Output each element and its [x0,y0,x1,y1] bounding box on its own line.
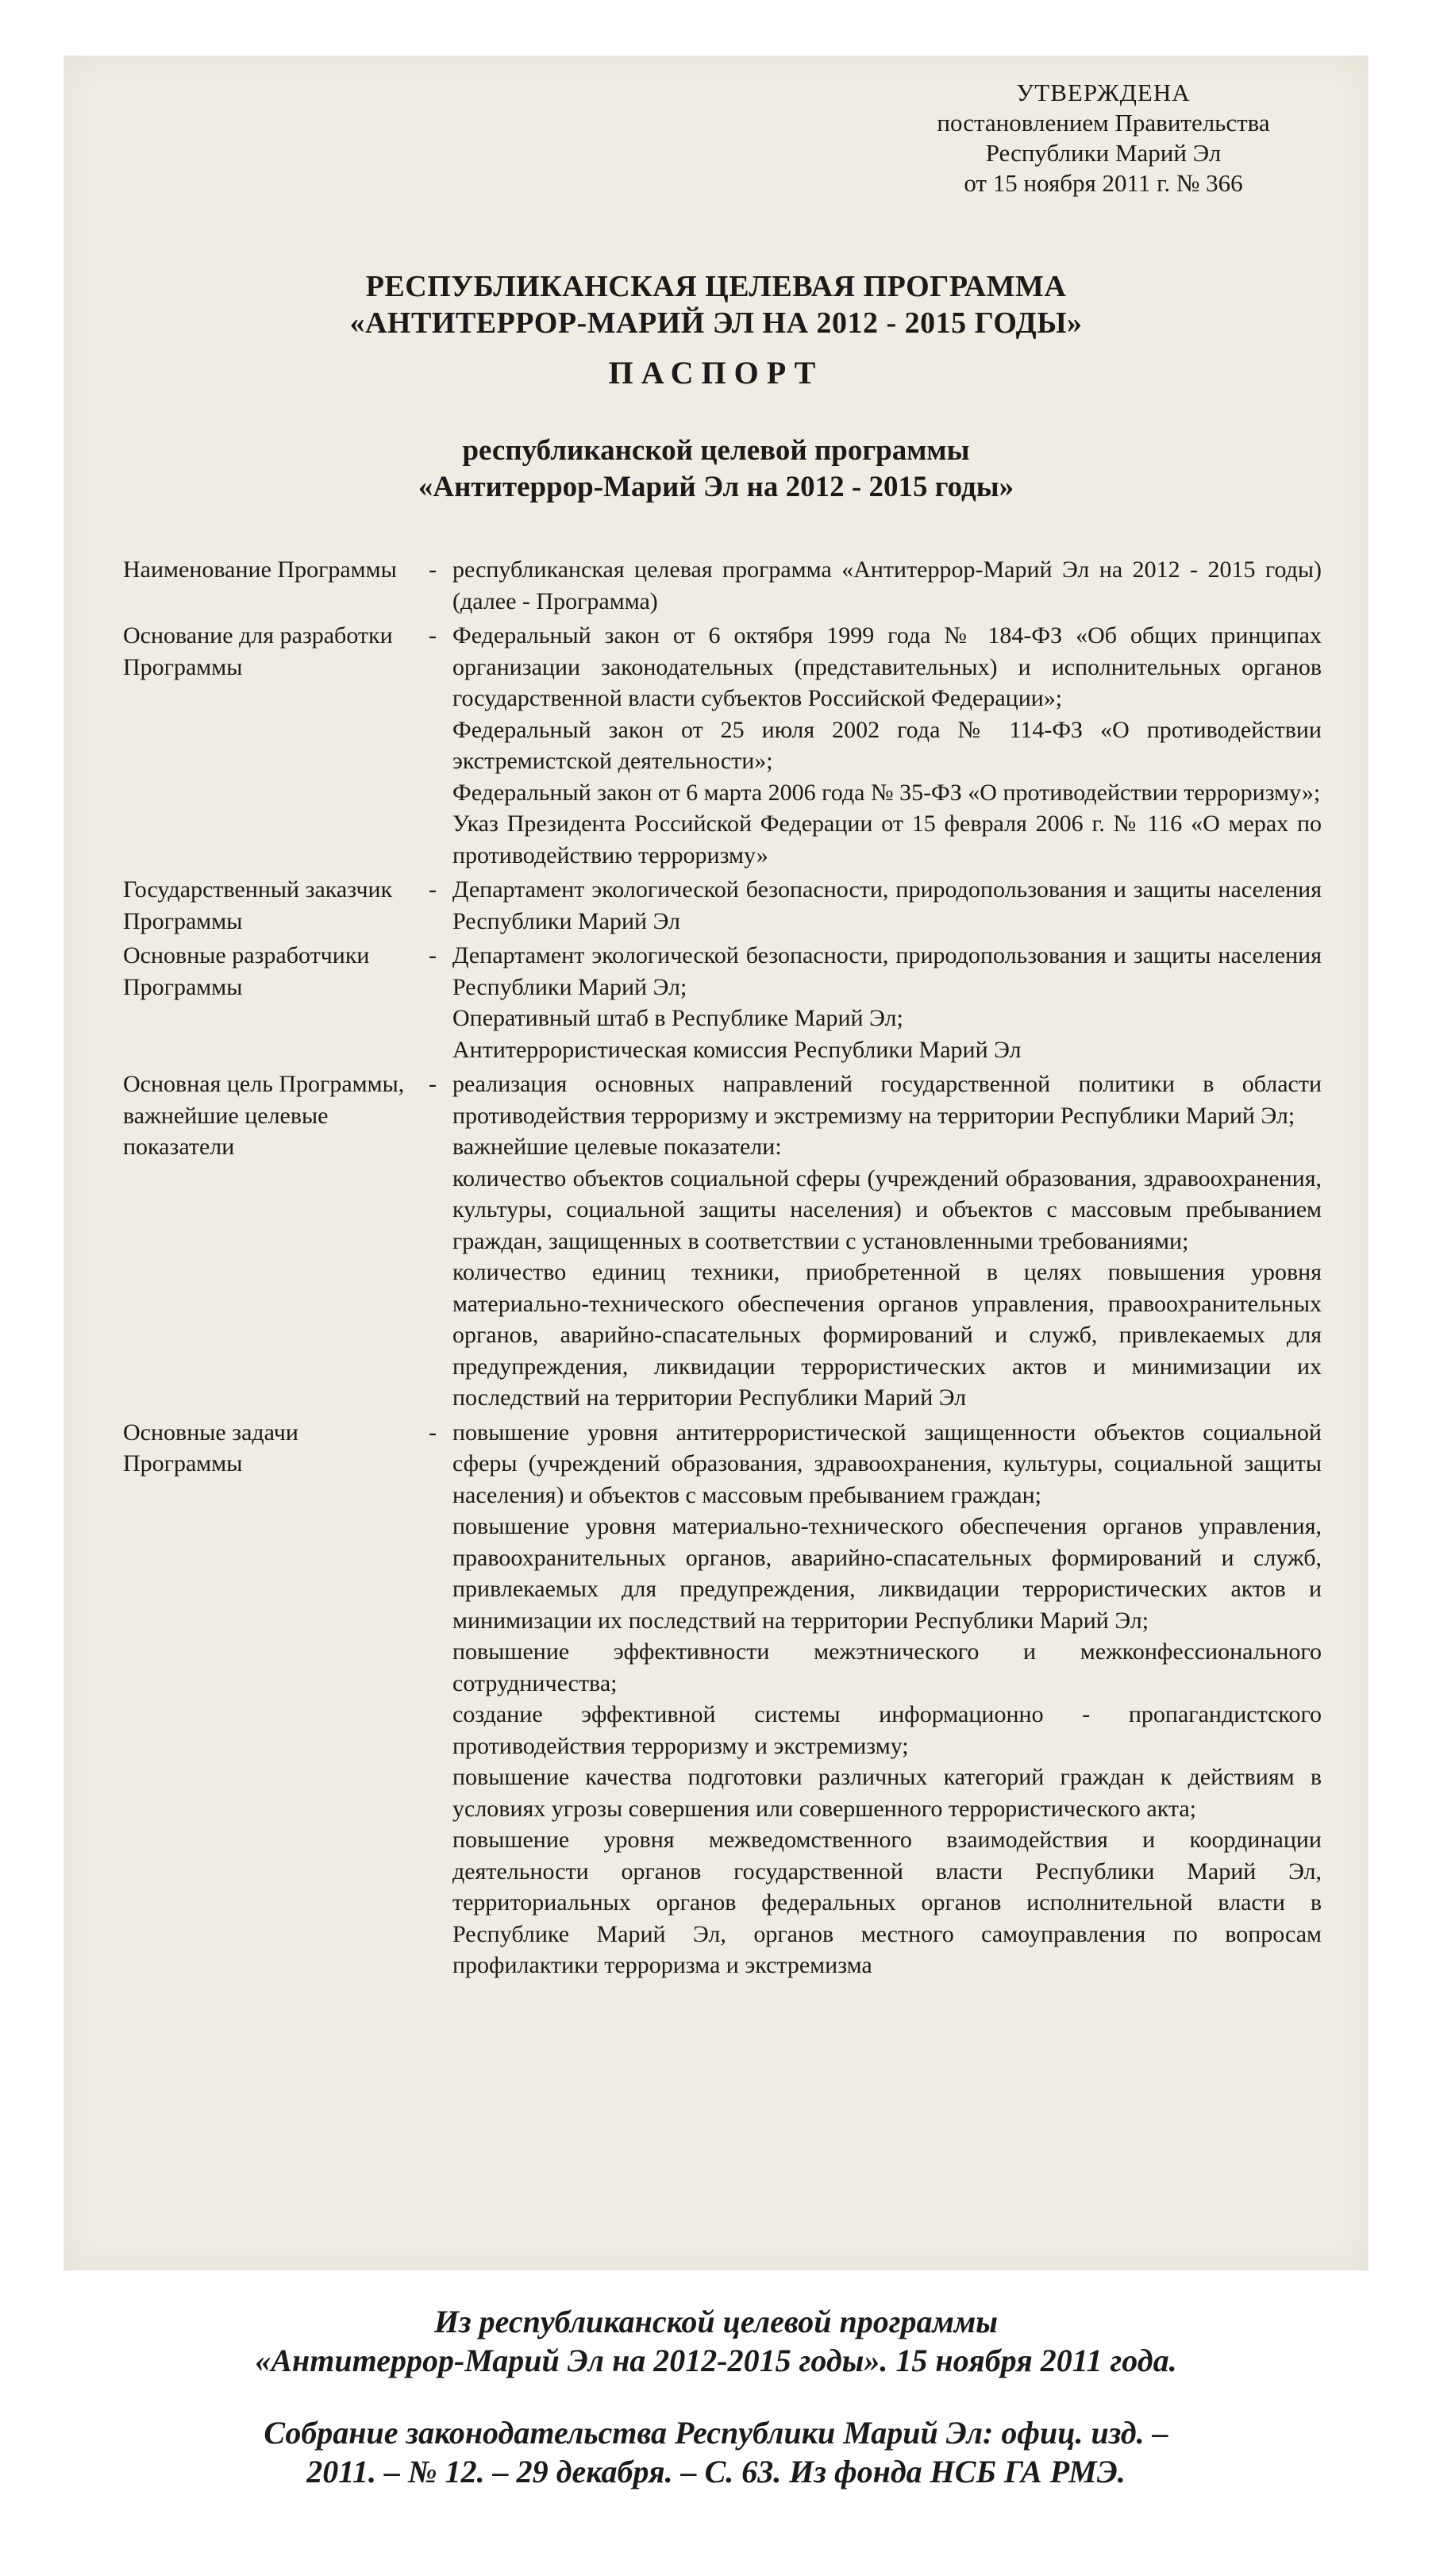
row-paragraph: Федеральный закон от 6 октября 1999 года № 184-ФЗ «Об общих принципах организации законодательных (представительных) и исполнительных органов государственной власти субъектов Российской Федерации»; [452,622,1322,711]
program-title-line: «АНТИТЕРРОР-МАРИЙ ЭЛ НА 2012 - 2015 ГОДЫ» [349,306,1083,340]
row-paragraph: Федеральный закон от 6 марта 2006 года № 35-ФЗ «О противодействии терроризму»; [452,779,1321,806]
row-paragraph: важнейшие целевые показатели: [452,1134,782,1160]
row-paragraph: повышение уровня межведомственного взаимодействия и координации деятельности органов государственной власти Республики Марий Эл, территориальных органов федеральных органов исполнительной власти в Республике Марий Эл, органов местного самоуправления по вопросам профилактики терроризма и экстремизма [452,1827,1322,1978]
approval-line: постановлением Правительства [937,109,1270,137]
row-paragraph: создание эффективной системы информационно - пропагандистского противодействия терроризму и экстремизму; [452,1701,1322,1759]
approval-heading: УТВЕРЖДЕНА [1016,79,1191,106]
row-dash: - [429,622,437,649]
row-paragraph: Оперативный штаб в Республике Марий Эл; [452,1005,903,1031]
row-label: Основная цель Программы, важнейшие целевые показатели [123,1071,405,1160]
passport-row-basis [123,620,1361,871]
passport-table [123,554,1361,1985]
row-value [452,1417,1322,1981]
row-value [452,874,1322,937]
row-paragraph: повышение уровня антитеррористической защищенности объектов социальной сферы (учреждений образования, здравоохранения, культуры, социальной защиты населения) и объектов с массовым пребыванием граждан; [452,1419,1322,1508]
row-label: Государственный заказчик Программы [123,876,393,934]
row-paragraph: Антитеррористическая комиссия Республики Марий Эл [452,1036,1022,1063]
row-value [452,940,1322,1065]
approval-line: Республики Марий Эл [985,139,1222,167]
row-label: Основание для разработки Программы [123,622,393,680]
row-paragraph: количество единиц техники, приобретенной в целях повышения уровня материально-технического обеспечения органов управления, правоохранительных органов, аварийно-спасательных формирований и служб, привлекаемых для предупреждения, ликвидации террористических актов и минимизации их последствий на территории Республики Марий Эл [452,1259,1322,1411]
row-dash: - [429,1071,437,1097]
row-paragraph: повышение уровня материально-технического обеспечения органов управления, правоохранительных органов, аварийно-спасательных формирований и служб, привлекаемых для предупреждения, ликвидации террористических актов и минимизации их последствий на территории Республики Марий Эл; [452,1513,1322,1634]
source-caption [0,2302,1432,2380]
row-dash: - [429,942,437,968]
row-label: Основные задачи Программы [123,1419,298,1477]
caption-line: Собрание законодательства Республики Марий Эл: офиц. изд. – [264,2415,1168,2451]
row-value [452,620,1322,871]
row-value [452,1069,1322,1414]
program-title-line: РЕСПУБЛИКАНСКАЯ ЦЕЛЕВАЯ ПРОГРАММА [365,270,1067,303]
row-label: Основные разработчики Программы [123,942,370,1000]
row-dash: - [429,876,437,903]
row-paragraph: количество объектов социальной сферы (учреждений образования, здравоохранения, культуры, социальной защиты населения) и объектов с массовым пребыванием граждан, защищенных в соответствии с установленными требованиями; [452,1165,1322,1254]
program-title [64,268,1368,341]
bibliographic-caption [0,2413,1432,2491]
row-paragraph: реализация основных направлений государственной политики в области противодействия терроризму и экстремизму на территории Республики Марий Эл; [452,1071,1322,1129]
passport-row-tasks [123,1417,1361,1981]
caption-line: Из республиканской целевой программы [433,2304,999,2339]
passport-subtitle-line: «Антитеррор-Марий Эл на 2012 - 2015 годы» [418,471,1014,503]
passport-row-goal [123,1069,1361,1414]
row-paragraph: повышение эффективности межэтнического и межконфессионального сотрудничества; [452,1638,1322,1696]
row-paragraph: Департамент экологической безопасности, природопользования и защиты населения Республики Марий Эл [452,876,1322,934]
row-value [452,554,1322,617]
approval-stamp [857,78,1349,198]
row-dash: - [429,556,437,583]
caption-line: 2011. – № 12. – 29 декабря. – С. 63. Из фонда НСБ ГА РМЭ. [306,2454,1126,2489]
row-dash: - [429,1419,437,1446]
passport-row-developers [123,940,1361,1065]
row-paragraph: Департамент экологической безопасности, природопользования и защиты населения Республики Марий Эл; [452,942,1322,1000]
passport-heading: ПАСПОРТ [608,355,824,391]
row-label: Наименование Программы [123,556,397,583]
passport-row-name [123,554,1361,617]
row-paragraph: Федеральный закон от 25 июля 2002 года № 114-ФЗ «О противодействии экстремистской деятельности»; [452,716,1322,774]
row-paragraph: республиканская целевая программа «Антитеррор-Марий Эл на 2012 - 2015 годы) (далее - Программа) [452,556,1322,614]
approval-line: от 15 ноября 2011 г. № 366 [964,169,1243,197]
row-paragraph: Указ Президента Российской Федерации от 15 февраля 2006 г. № 116 «О мерах по противодействию терроризму» [452,811,1322,868]
row-paragraph: повышение качества подготовки различных категорий граждан к действиям в условиях угрозы совершения или совершенного террористического акта; [452,1764,1322,1822]
scanned-document-page [64,56,1368,2270]
passport-subtitle-line: республиканской целевой программы [462,434,970,467]
passport-subtitle [64,433,1368,506]
passport-row-customer [123,874,1361,937]
caption-line: «Антитеррор-Марий Эл на 2012-2015 годы». 15 ноября 2011 года. [255,2343,1177,2378]
